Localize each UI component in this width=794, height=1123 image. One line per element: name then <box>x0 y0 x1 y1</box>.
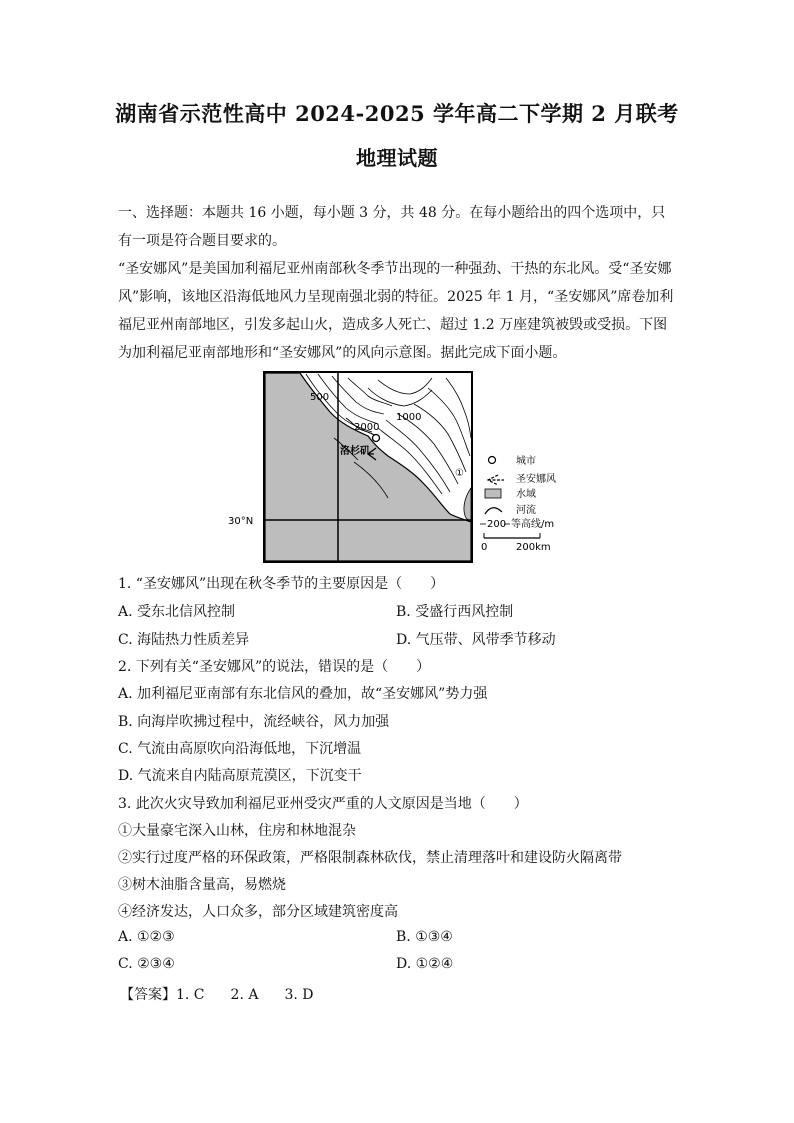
question-1-stem: 1. “圣安娜风”出现在秋冬季节的主要原因是（ ） <box>118 576 445 592</box>
question-3-item-3: ③树木油脂含量高，易燃烧 <box>118 877 286 893</box>
question-3-item-4: ④经济发达，人口众多，部分区域建筑密度高 <box>118 904 398 920</box>
question-3-option-d: D. ①②④ <box>396 956 454 972</box>
legend-water-label: 水域 <box>516 489 536 500</box>
question-1-option-d: D. 气压带、风带季节移动 <box>396 632 556 648</box>
document-title: 湖南省示范性高中 2024-2025 学年高二下学期 2 月联考 <box>115 101 679 126</box>
question-3-option-a: A. ①②③ <box>118 929 175 945</box>
map-legend <box>480 454 556 553</box>
answer-label: 【答案】 <box>120 987 176 1003</box>
question-3-option-b: B. ①③④ <box>396 929 453 945</box>
legend-contour-label: 等高线/m <box>511 519 555 530</box>
question-3-stem: 3. 此次火灾导致加利福尼亚州受灾严重的人文原因是当地（ ） <box>118 796 528 812</box>
map-figure <box>228 368 578 568</box>
question-2-stem: 2. 下列有关“圣安娜风”的说法，错误的是（ ） <box>118 659 431 675</box>
legend-contour-sample: 200 <box>487 519 507 530</box>
document-subtitle: 地理试题 <box>356 146 438 170</box>
question-1-option-b: B. 受盛行西风控制 <box>396 604 514 620</box>
answer-1: 1. C <box>176 987 205 1003</box>
reading-passage: “圣安娜风”是美国加利福尼亚州南部秋冬季节出现的一种强劲、干热的东北风。受“圣安娜风”影响，该地区沿海低地风力呈现南强北弱的特征。2025 年 1 月，“圣安娜风”席卷加利福尼亚州南部地区，引发多起山火，造成多人死亡、超过 1.2 万座建筑被毁或受损。下图为加利福尼亚南部地形和“圣安娜风”的风向示意图。据此完成下面小题。 <box>118 261 674 361</box>
location-marker-1: ① <box>455 468 464 479</box>
contour-label-2000: 2000 <box>354 422 380 433</box>
scale-end-label: 200km <box>516 542 551 553</box>
question-3-item-1: ①大量豪宅深入山林，住房和林地混杂 <box>118 823 356 839</box>
question-1-option-c: C. 海陆热力性质差异 <box>118 632 250 648</box>
legend-river-label: 河流 <box>516 505 536 516</box>
answer-line <box>120 984 314 1004</box>
legend-river-icon <box>485 508 502 514</box>
question-1-option-a: A. 受东北信风控制 <box>118 604 236 620</box>
latitude-label: 30°N <box>228 516 254 527</box>
answer-3: 3. D <box>284 987 314 1003</box>
section-heading: 一、选择题：本题共 16 小题，每小题 3 分，共 48 分。在每小题给出的四个选项中，只有一项是符合题目要求的。 <box>118 205 666 249</box>
question-2-option-d: D. 气流来自内陆高原荒漠区，下沉变干 <box>118 768 362 784</box>
answer-2: 2. A <box>230 987 259 1003</box>
city-marker <box>373 435 380 442</box>
question-2-option-a: A. 加利福尼亚南部有东北信风的叠加，故“圣安娜风”势力强 <box>118 686 488 702</box>
scale-start-label: 0 <box>481 542 488 553</box>
legend-city-icon <box>489 457 496 464</box>
question-2-option-c: C. 气流由高原吹向沿海低地，下沉增温 <box>118 741 362 757</box>
question-3-item-2: ②实行过度严格的环保政策，严格限制森林砍伐，禁止清理落叶和建设防火隔离带 <box>118 850 622 866</box>
question-2-option-b: B. 向海岸吹拂过程中，流经峡谷，风力加强 <box>118 714 390 730</box>
legend-water-icon <box>485 489 501 498</box>
question-3-option-c: C. ②③④ <box>118 956 175 972</box>
legend-wind-label: 圣安娜风 <box>516 474 556 485</box>
legend-wind-icon <box>488 475 504 485</box>
city-label: 洛杉矶 <box>340 446 370 457</box>
contour-label-500: 500 <box>310 392 330 403</box>
contour-label-1000: 1000 <box>396 412 422 423</box>
legend-city-label: 城市 <box>516 456 536 467</box>
